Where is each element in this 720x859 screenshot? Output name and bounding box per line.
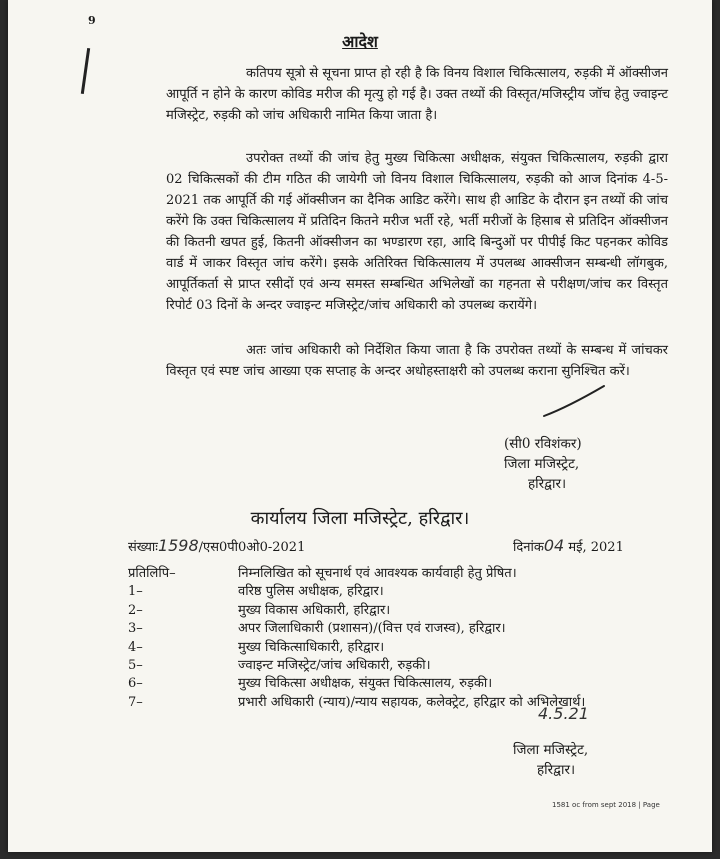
reference-number-handwritten: 1598 — [157, 536, 199, 555]
copy-to-intro-row — [128, 565, 688, 583]
list-item-number: 1– — [128, 584, 143, 600]
list-item-text: वरिष्ठ पुलिस अधीक्षक, हरिद्वार। — [238, 584, 384, 600]
reference-date — [513, 536, 624, 555]
signatory-block — [504, 434, 582, 494]
list-item-text: मुख्य चिकित्सा अधीक्षक, संयुक्त चिकित्सालय, रुड़की। — [238, 676, 493, 692]
list-item-text: ज्वाइन्ट मजिस्ट्रेट/जांच अधिकारी, रुड़की। — [238, 658, 431, 674]
list-item — [128, 675, 688, 693]
reference-date-handwritten: 04 — [543, 536, 565, 555]
paragraph-2: उपरोक्त तथ्यों की जांच हेतु मुख्य चिकित्सा अधीक्षक, संयुक्त चिकित्सालय, रुड़की द्वारा 02 चिकित्सकों की टीम गठित की जायेगी जो विनय विशाल चिकित्सालय, रुड़की को आज दिनांक 4-5-2021 तक आपूर्ति की गई ऑक्सीजन का दैनिक आडिट करेंगे। साथ ही आडिट के दौरान इन तथ्यों की जांच करेंगे कि उक्त चिकित्सालय में प्रतिदिन कितने मरीज भर्ती रहे, भर्ती मरीजों के हिसाब से प्रतिदिन ऑक्सीजन की कितनी खपत हुई, कितनी ऑक्सीजन का भण्डारण रहा, आदि बिन्दुओं पर पीपीई किट पहनकर कोविड वार्ड में जाकर विस्तृत जांच करेंगे। इसके अतिरिक्त चिकित्सालय में उपलब्ध आक्सीजन सम्बन्धी लॉगबुक, आपूर्तिकर्ता से प्राप्त रसीदों एवं अन्य समस्त सम्बन्धित अभिलेखों का गहनता से परीक्षण/जांच कर विस्तृत रिपोर्ट 03 दिनों के अन्दर ज्वाइन्ट मजिस्ट्रेट/जांच अधिकारी को उपलब्ध करायेंगे। — [166, 151, 668, 313]
list-item-number: 5– — [128, 658, 143, 674]
reference-number — [128, 536, 305, 555]
list-item — [128, 694, 688, 712]
list-item-text: अपर जिलाधिकारी (प्रशासन)/(वित्त एवं राजस्व), हरिद्वार। — [238, 621, 506, 637]
list-item-text: मुख्य विकास अधिकारी, हरिद्वार। — [238, 602, 391, 618]
reference-date-suffix: मई, 2021 — [568, 540, 624, 555]
list-item-text: मुख्य चिकित्साधिकारी, हरिद्वार। — [238, 639, 385, 655]
page-footer: 1581 oc from sept 2018 | Page — [552, 801, 660, 809]
signatory-designation: जिला मजिस्ट्रेट, — [504, 456, 580, 472]
order-heading: आदेश — [342, 32, 378, 51]
list-item — [128, 620, 688, 638]
copy-to-label: प्रतिलिपि– — [128, 566, 176, 581]
copy-to-list — [128, 565, 688, 712]
signatory2-designation: जिला मजिस्ट्रेट, — [513, 742, 589, 758]
list-item — [128, 657, 688, 675]
list-item-number: 2– — [128, 602, 143, 618]
signatory2-place: हरिद्वार। — [537, 762, 576, 778]
office-title: कार्यालय जिला मजिस्ट्रेट, हरिद्वार। — [250, 508, 470, 529]
signatory-place: हरिद्वार। — [528, 476, 567, 492]
list-item-number: 6– — [128, 676, 143, 692]
paragraph-3: अतः जांच अधिकारी को निर्देशित किया जाता है कि उपरोक्त तथ्यों के सम्बन्ध में जांचकर विस्तृत एवं स्पष्ट जांच आख्या एक सप्ताह के अन्दर अधोहस्ताक्षरी को उपलब्ध कराना सुनिश्चित करें। — [166, 343, 668, 379]
initial-date-text: 4.5.21 — [538, 704, 589, 723]
reference-date-label: दिनांक — [513, 540, 544, 555]
handwritten-initial-date — [538, 704, 589, 723]
list-item-text: प्रभारी अधिकारी (न्याय)/न्याय सहायक, कलेक्ट्रेट, हरिद्वार को अभिलेखार्थ। — [238, 694, 586, 710]
list-item-number: 7– — [128, 694, 143, 710]
copy-to-intro: निम्नलिखित को सूचनार्थ एवं आवश्यक कार्यवाही हेतु प्रेषित। — [238, 566, 517, 581]
paragraph-1: कतिपय सूत्रो से सूचना प्राप्त हो रही है कि विनय विशाल चिकित्सालय, रुड़की में ऑक्सीजन आपूर्ति न होने के कारण कोविड मरीज की मृत्यु हो गई है। उक्त तथ्यों की विस्तृत/मजिस्ट्रीय जॉच हेतु ज्वाइन्ट मजिस्ट्रेट, रुड़की को जांच अधिकारी नामित किया जाता है। — [166, 66, 668, 123]
signatory-block-2 — [513, 740, 588, 780]
corner-mark: 9 — [88, 14, 96, 27]
list-item — [128, 602, 688, 620]
list-item — [128, 639, 688, 657]
reference-number-label: संख्याः — [128, 540, 158, 555]
margin-pen-stroke — [81, 48, 90, 94]
reference-number-suffix: /एस0पी0ओ0-2021 — [198, 540, 306, 555]
signature-mark — [540, 382, 610, 422]
document-page — [8, 0, 712, 852]
list-item-number: 4– — [128, 639, 143, 655]
list-item-number: 3– — [128, 621, 143, 637]
signatory-name: (सी0 रविशंकर) — [504, 436, 582, 452]
list-item — [128, 583, 688, 601]
